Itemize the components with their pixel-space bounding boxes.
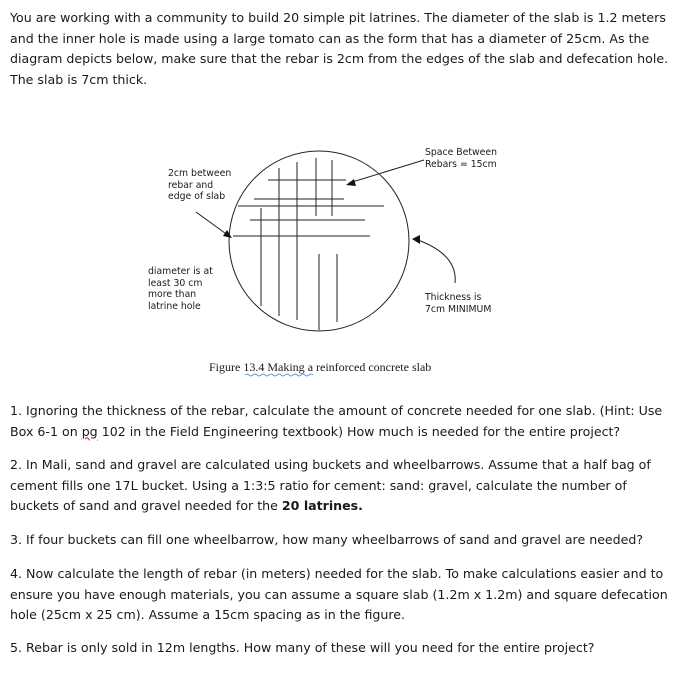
question-5: 5. Rebar is only sold in 12m lengths. How many of these will you need for the entire project? xyxy=(10,640,595,655)
label-diameter: diameter is at least 30 cm more than latrine hole xyxy=(148,266,213,312)
rebar-horizontal-group xyxy=(233,180,384,236)
thickness-pointer-curve xyxy=(418,240,455,283)
question-2: 2. In Mali, sand and gravel are calculated using buckets and wheelbarrows. Assume that a half bag of cement fills one 17L bucket. Using a 1:3:5 ratio for cement: sand: gravel, calculate the number of buckets of sand and gravel needed for the 20 latrines. xyxy=(10,457,651,513)
question-4: 4. Now calculate the length of rebar (in meters) needed for the slab. To make calculations easier and to ensure you have enough materials, you can assume a square slab (1.2m x 1.2m) and square defecation hole (25cm x 25 cm). Assume a 15cm spacing as in the figure. xyxy=(10,566,668,622)
spacing-pointer-line xyxy=(349,160,424,183)
label-edge: 2cm between rebar and edge of slab xyxy=(168,168,232,202)
spellcheck-word: pg xyxy=(81,423,98,439)
question-2-emphasis: 20 latrines. xyxy=(281,498,363,513)
edge-pointer-arrow xyxy=(223,230,232,238)
figure-caption: Figure 13.4 Making a reinforced concrete slab xyxy=(209,360,432,374)
slab-diagram xyxy=(0,130,684,380)
intro-paragraph: You are working with a community to build 20 simple pit latrines. The diameter of the slab is 1.2 meters and the inner hole is made using a large tomato can as the form that has a diameter of 25cm. As the diagram depicts below, make sure that the rebar is 2cm from the edges of the slab and defecation hole. The slab is 7cm thick. xyxy=(10,10,669,87)
question-3: 3. If four buckets can fill one wheelbarrow, how many wheelbarrows of sand and gravel are needed? xyxy=(10,532,644,547)
spacing-pointer-arrow xyxy=(346,179,356,186)
edge-pointer-line xyxy=(196,212,229,236)
thickness-pointer-arrow xyxy=(412,235,420,244)
label-spacing: Space Between Rebars = 15cm xyxy=(425,147,497,170)
rebar-vertical-group xyxy=(261,158,337,330)
label-thickness: Thickness is 7cm MINIMUM xyxy=(425,292,492,315)
question-1: 1. Ignoring the thickness of the rebar, calculate the amount of concrete needed for one slab. (Hint: Use Box 6-1 on pg 102 in the Field Engineering textbook) How much is needed for the entire project? xyxy=(10,403,663,439)
caption-spellcheck-underline xyxy=(245,374,313,376)
